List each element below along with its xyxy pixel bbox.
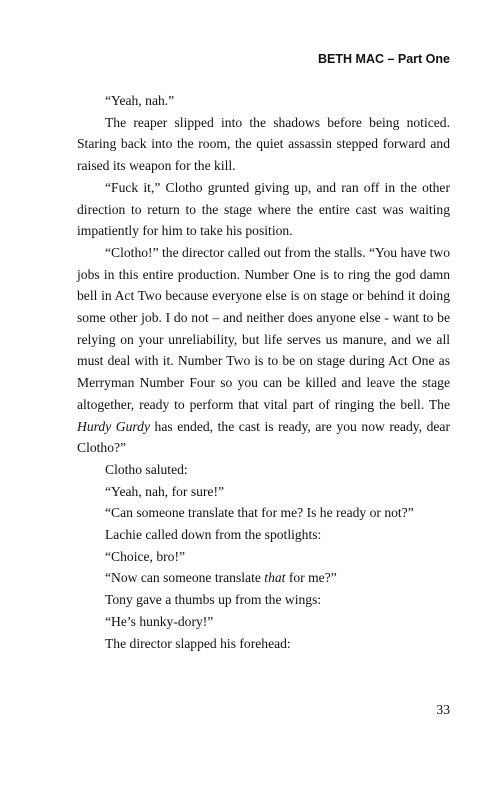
paragraph-text: “Now can someone translate xyxy=(105,570,265,586)
paragraph: The reaper slipped into the shadows before being noticed. Staring back into the room, the quiet assassin stepped forward and raised its weapon for the kill. xyxy=(77,114,450,174)
paragraph xyxy=(77,567,450,589)
paragraph: “Yeah, nah, for sure!” xyxy=(105,483,225,499)
page-number: 33 xyxy=(436,702,450,717)
paragraph: “He’s hunky-dory!” xyxy=(105,613,214,629)
paragraph: Clotho saluted: xyxy=(105,461,188,477)
paragraph: “Can someone translate that for me? Is he ready or not?” xyxy=(105,505,414,521)
italic-word: that xyxy=(264,570,286,586)
paragraph xyxy=(77,242,450,459)
paragraph-text: “Clotho!” the director called out from the stalls. “You have two jobs in this entire production. Number One is to ring the god damn bell in Act Two because everyone else is on stage or behind it doing some other job. I do not – and neither does anyone else - want to be relying on your unreliability, but life serves us manure, and we all must deal with it. Number Two is to be on stage during Act One as Merryman Number Four so you can be killed and leave the stage altogether, ready to perform that vital part of ringing the bell. The xyxy=(77,244,450,412)
italic-title: Hurdy Gurdy xyxy=(77,418,151,434)
paragraph: “Yeah, nah.” xyxy=(105,93,175,108)
paragraph: Tony gave a thumbs up from the wings: xyxy=(105,592,322,608)
body-text xyxy=(77,90,450,654)
paragraph: Lachie called down from the spotlights: xyxy=(105,527,322,543)
paragraph: “Fuck it,” Clotho grunted giving up, and ran off in the other direction to return to the stage where the entire cast was waiting impatiently for him to take his position. xyxy=(77,179,450,239)
paragraph-text: has ended, the cast is ready, are you now ready, dear Clotho?” xyxy=(77,418,450,456)
paragraph-text: for me?” xyxy=(285,570,337,586)
running-header: BETH MAC – Part One xyxy=(318,52,450,66)
paragraph: The director slapped his forehead: xyxy=(105,635,291,651)
paragraph: “Choice, bro!” xyxy=(105,548,186,564)
